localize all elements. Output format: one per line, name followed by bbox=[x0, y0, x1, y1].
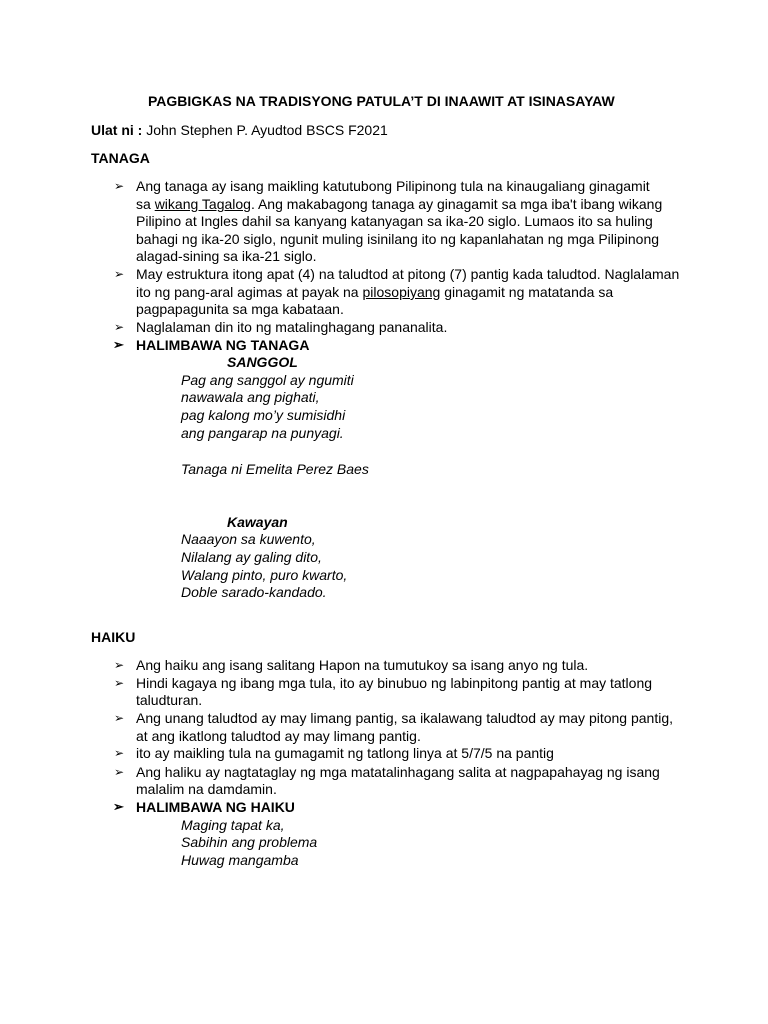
reporter-name: John Stephen P. Ayudtod BSCS F2021 bbox=[146, 122, 388, 138]
poem-title-kawayan: Kawayan bbox=[227, 514, 288, 530]
tanaga-example-heading: HALIMBAWA NG TANAGA bbox=[136, 337, 310, 353]
poem-line: Naaayon sa kuwento, bbox=[181, 531, 316, 547]
link-wikang-tagalog[interactable]: wikang Tagalog bbox=[154, 196, 251, 212]
poem-line: Maging tapat ka, bbox=[181, 817, 285, 833]
poem-title-sanggol: SANGGOL bbox=[227, 354, 298, 370]
haiku-bullet-1: Ang haiku ang isang salitang Hapon na tumutukoy sa isang anyo ng tula. bbox=[136, 657, 589, 673]
haiku-bullet-4: ito ay maikling tula na gumagamit ng tatlong linya at 5/7/5 na pantig bbox=[136, 745, 554, 761]
tanaga-bullet-2-line-2 bbox=[136, 283, 613, 301]
link-pilosopiyang[interactable]: pilosopiyang bbox=[362, 284, 441, 300]
haiku-bullet-3-line-1: Ang unang taludtod ay may limang pantig, sa ikalawang taludtod ay may pitong pantig, bbox=[136, 710, 674, 726]
bullet-arrow-icon: ➢ bbox=[114, 676, 125, 690]
bullet-arrow-icon: ➢ bbox=[114, 711, 125, 725]
haiku-bullet-3-line-2: at ang ikatlong taludtod ay may limang pantig. bbox=[136, 728, 421, 744]
poem-line: ang pangarap na punyagi. bbox=[181, 425, 344, 441]
haiku-bullet-2-line-1: Hindi kagaya ng ibang mga tula, ito ay binubuo ng labinpitong pantig at may tatlong bbox=[136, 675, 653, 691]
tanaga-bullet-3: Naglalaman din ito ng matalinghagang pananalita. bbox=[136, 319, 448, 335]
haiku-example-heading: HALIMBAWA NG HAIKU bbox=[136, 799, 295, 815]
haiku-bullet-2-line-2: taludturan. bbox=[136, 692, 203, 708]
haiku-bullet-5-line-2: malalim na damdamin. bbox=[136, 781, 277, 797]
tanaga-bullet-1-line-5: alagad-sining sa ika-21 siglo. bbox=[136, 248, 317, 264]
poem-line: Pag ang sanggol ay ngumiti bbox=[181, 372, 354, 388]
reporter-label: Ulat ni : bbox=[91, 122, 143, 138]
poem-author: Tanaga ni Emelita Perez Baes bbox=[181, 461, 369, 477]
tanaga-bullet-1-line-2 bbox=[136, 195, 662, 213]
text-fragment: ito ng pang-aral agimas at payak na bbox=[136, 284, 363, 300]
reporter-line bbox=[91, 121, 388, 139]
poem-line: Nilalang ay galing dito, bbox=[181, 549, 322, 565]
text-fragment: ginagamit ng matatanda sa bbox=[440, 284, 614, 300]
tanaga-bullet-1-line-4: bahagi ng ika-20 siglo, ngunit muling isinilang ito ng kapanlahatan ng mga Pilipinong bbox=[136, 231, 660, 247]
tanaga-bullet-1-line-3: Pilipino at Ingles dahil sa kanyang katanyagan sa ika-20 siglo. Lumaos ito sa huling bbox=[136, 213, 653, 229]
bullet-arrow-icon: ➢ bbox=[114, 658, 125, 672]
poem-line: pag kalong mo’y sumisidhi bbox=[181, 407, 346, 423]
section-heading-tanaga: TANAGA bbox=[91, 150, 150, 166]
text-fragment: . Ang makabagong tanaga ay ginagamit sa mga iba't ibang wikang bbox=[250, 196, 663, 212]
tanaga-bullet-2-line-1: May estruktura itong apat (4) na taludtod at pitong (7) pantig kada taludtod. Naglalaman bbox=[136, 266, 680, 282]
document-title: PAGBIGKAS NA TRADISYONG PATULA’T DI INAAWIT AT ISINASAYAW bbox=[148, 93, 615, 109]
bullet-arrow-bold-icon: ➢ bbox=[113, 337, 124, 352]
poem-line: Huwag mangamba bbox=[181, 852, 299, 868]
poem-line: nawawala ang pighati, bbox=[181, 389, 320, 405]
bullet-arrow-bold-icon: ➢ bbox=[113, 799, 124, 814]
poem-line: Doble sarado-kandado. bbox=[181, 584, 327, 600]
poem-line: Walang pinto, puro kwarto, bbox=[181, 567, 348, 583]
tanaga-bullet-1-line-1: Ang tanaga ay isang maikling katutubong Pilipinong tula na kinaugaliang ginagamit bbox=[136, 178, 650, 194]
haiku-bullet-5-line-1: Ang haliku ay nagtataglay ng mga matatalinhagang salita at nagpapahayag ng isang bbox=[136, 764, 660, 780]
bullet-arrow-icon: ➢ bbox=[114, 320, 125, 334]
text-fragment: sa bbox=[136, 196, 155, 212]
bullet-arrow-icon: ➢ bbox=[114, 765, 125, 779]
bullet-arrow-icon: ➢ bbox=[114, 267, 125, 281]
poem-line: Sabihin ang problema bbox=[181, 834, 318, 850]
bullet-arrow-icon: ➢ bbox=[114, 179, 125, 193]
section-heading-haiku: HAIKU bbox=[91, 629, 136, 645]
tanaga-bullet-2-line-3: pagpapagunita sa mga kabataan. bbox=[136, 301, 344, 317]
bullet-arrow-icon: ➢ bbox=[114, 746, 125, 760]
